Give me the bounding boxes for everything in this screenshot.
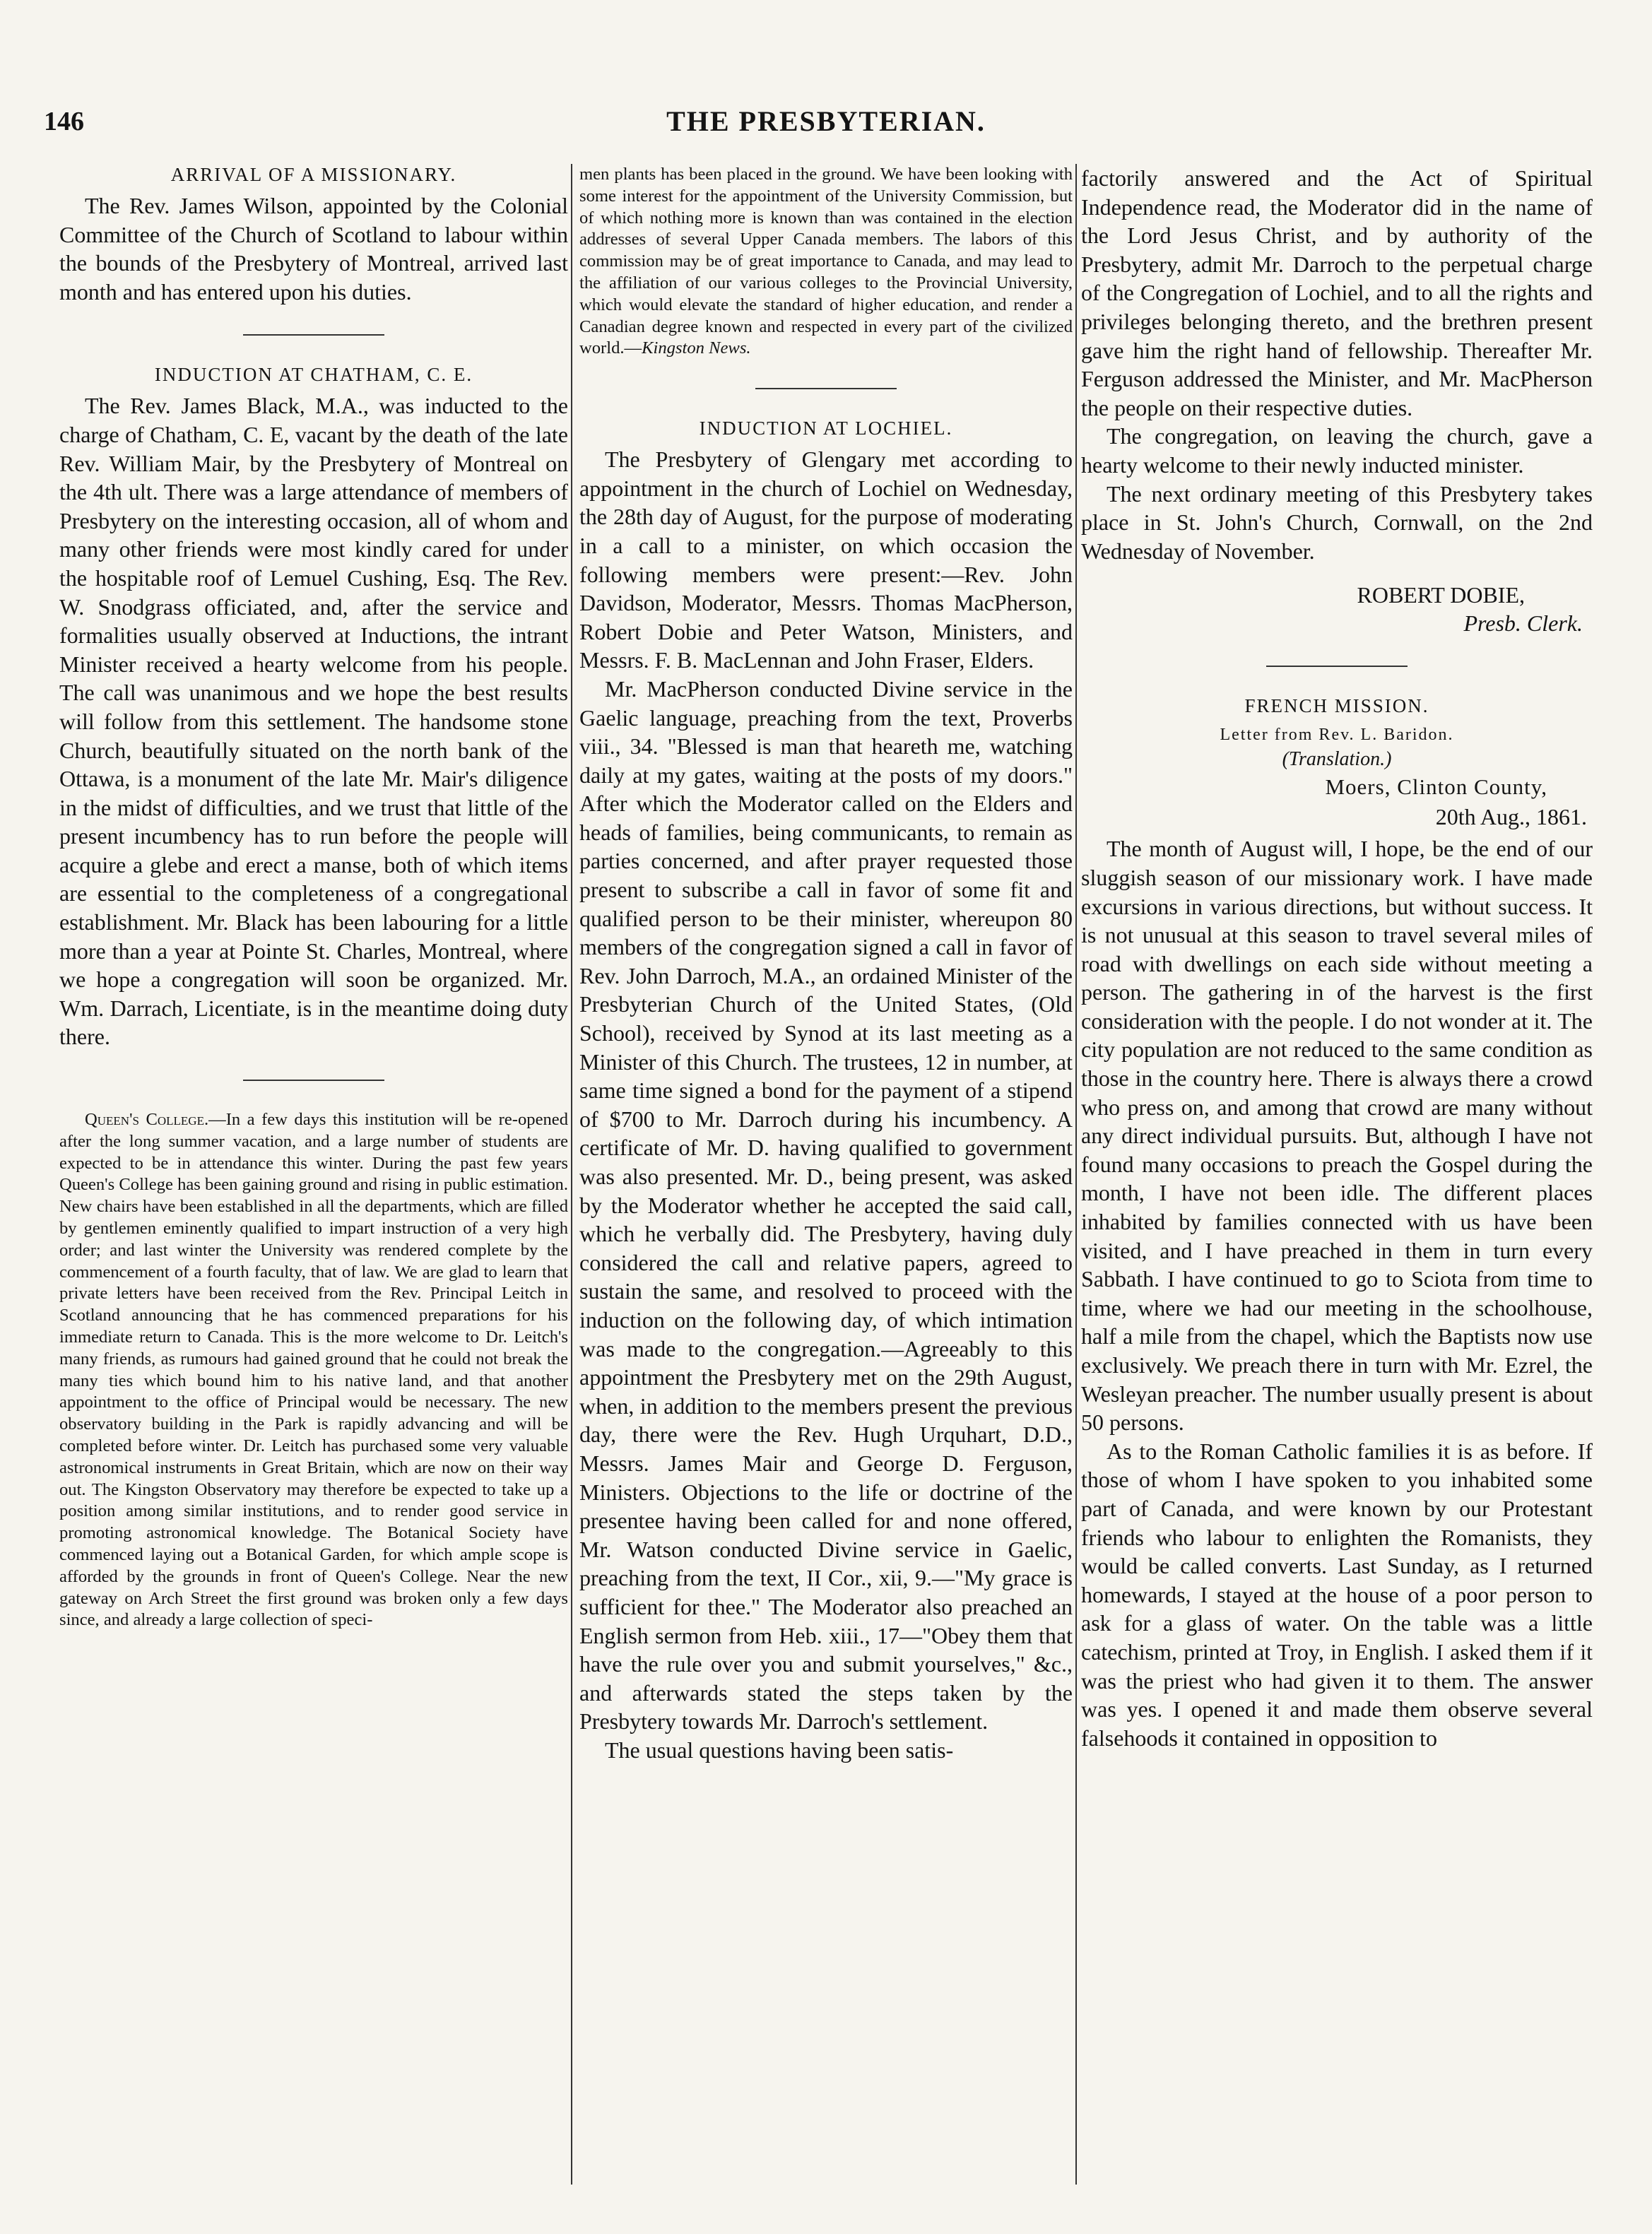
article-heading: ARRIVAL OF A MISSIONARY.: [170, 164, 457, 185]
article-paragraph: The Presbytery of Glengary met according to appointment in the church of Lochiel on Wednesday, the 28th day of August, for the purpose of moderating in a call to a minister, on which occasion the following members were present:—Rev. John Davidson, Moderator, Messrs. Thomas MacPherson, Robert Dobie and Peter Watson, Ministers, and Messrs. F. B. MacLennan and John Fraser, Elders.: [579, 447, 1073, 673]
article-text: [59, 1109, 568, 1631]
column-rule: [571, 164, 572, 2185]
section-divider: [243, 1080, 384, 1081]
letter-subheading: Letter from Rev. L. Baridon.: [1220, 726, 1454, 745]
column-2: [579, 164, 1073, 2190]
article-paragraph: Mr. MacPherson conducted Divine service in the Gaelic language, preaching from the text, Proverbs viii., 34. "Blessed is man that heareth me, watching daily at my gates, waiting at the posts of my doors." After which the Moderator called on the Elders and heads of families, being communicants, to remain as parties concerned, and after prayer requested those present to subscribe a call in favor of some fit and qualified person to be their minister, whereupon 80 members of the congregation signed a call in favor of Rev. John Darroch, M.A., an ordained Minister of the Presbyterian Church of the United States, (Old School), received by Synod at its last meeting as a Minister of this Church. The trustees, 12 in number, at same time signed a bond for the payment of a stipend of $700 to Mr. Darroch during his incumbency. A certificate of Mr. D. having qualified to government was also presented. Mr. D., being present, was asked by the Moderator whether he accepted the said call, which he verbally did. The Presbytery, having duly considered the call and relative papers, agreed to sustain the same, and resolved to proceed with the induction on the following day, of which intimation was made to the congregation.—Agreeably to this appointment the Presbytery met on the 29th August, when, in addition to the members present the previous day, there were the Rev. Hugh Urquhart, D.D., Messrs. James Mair and George D. Ferguson, Ministers. Objections to the life or doctrine of the presentee having been called for and none offered, Mr. Watson conducted Divine service in Gaelic, preaching from the text, II Cor., xii, 9.—"My grace is sufficient for thee." The Moderator also preached an English sermon from Heb. xiii., 17—"Obey them that have the rule over you and submit yourselves," &c., and afterwards stated the steps taken by the Presbytery towards Mr. Darroch's settlement.: [579, 675, 1073, 1734]
article-paragraph: As to the Roman Catholic families it is as before. If those of whom I have spoken to you inhabited some part of Canada, and were known by our Protestant friends who labour to enlighten the Romanists, they would be called converts. Last Sunday, as I returned homewards, I stayed at the house of a poor person to ask for a glass of water. On the table was a little catechism, printed at Troy, in English. I asked them if it was the priest who had given it to them. The answer was yes. I opened it and made them observe several falsehoods it contained in opposition to: [1081, 1438, 1593, 1751]
column-1: [59, 164, 568, 2190]
signature-name: ROBERT DOBIE,: [1357, 582, 1525, 608]
article-heading: INDUCTION AT LOCHIEL.: [699, 418, 953, 439]
article-lead: Queen's College.: [85, 1110, 209, 1130]
article-heading: INDUCTION AT CHATHAM, C. E.: [154, 364, 473, 386]
article-paragraph: The usual questions having been satis-: [605, 1737, 954, 1763]
publication-title: THE PRESBYTERIAN.: [666, 105, 986, 137]
column-3: [1081, 164, 1593, 2190]
page-number: 146: [44, 107, 84, 136]
article-body: —In a few days this institution will be re-opened after the long summer vacation, and a large number of students are expected to be in attendance this winter. During the past few years Queen's College has been gaining ground and rising in public estimation. New chairs have been established in all the departments, which are filled by gentlemen eminently qualified to impart instruction of a very high order; and last winter the University was rendered complete by the commencement of a fourth faculty, that of law. We are glad to learn that private letters have been received from the Rev. Principal Leitch in Scotland announcing that he has commenced preparations for his immediate return to Canada. This is the more welcome to Dr. Leitch's many friends, as rumours had gained ground that he could not break the many ties which bound him to his native land, and that another appointment to the office of Principal would be necessary. The new observatory building in the Park is rapidly advancing and will be completed before winter. Dr. Leitch has purchased some very valuable astronomical instruments in Great Britain, which are now on their way out. The Kingston Observatory may therefore be expected to take up a position among similar institutions, and to render good service in promoting astronomical knowledge. The Botanical Society have commenced laying out a Botanical Garden, for which ample scope is afforded by the grounds in front of Queen's College. Near the new gateway on Arch Street the first ground was broken only a few days since, and already a large collection of speci-: [59, 1110, 568, 1630]
letter-date: 20th Aug., 1861.: [1435, 804, 1587, 830]
article-queens-college-continued: [579, 164, 1073, 360]
article-source: Kingston News.: [642, 338, 751, 358]
section-divider: [1266, 666, 1408, 667]
article-queens-college: [59, 1109, 568, 1631]
article-lochiel-continued: [1081, 164, 1593, 637]
section-divider: [243, 334, 384, 336]
article-french-mission: [1081, 695, 1593, 1752]
article-paragraph: The month of August will, I hope, be the end of our sluggish season of our missionary work. I have made excursions in various directions, but without success. It is not unusual at this season to travel several miles of road with dwellings on each side without meeting a person. The gathering in of the harvest is the first consideration with the people. I do not wonder at it. The city population are not reduced to the same condition as those in the country here. There is always there a crowd who press on, and among that crowd are many without any direct individual pursuits. But, although I have not found many occasions to preach the Gospel during the month, I have not been idle. The different places inhabited by families connected with us have been visited, and I have preached in them in turn every Sabbath. I have continued to go to Sciota from time to time, where we had our meeting in the schoolhouse, half a mile from the chapel, which the Baptists now use exclusively. We preach there in turn with Mr. Ezrel, the Wesleyan preacher. The number usually present is about 50 persons.: [1081, 836, 1593, 1436]
section-divider: [755, 388, 897, 389]
letter-place: Moers, Clinton County,: [1325, 774, 1547, 800]
article-paragraph: The next ordinary meeting of this Presbytery takes place in St. John's Church, Cornwall, on the 2nd Wednesday of November.: [1081, 480, 1593, 564]
article-arrival: [59, 164, 568, 306]
article-text: The Rev. James Black, M.A., was inducted to the charge of Chatham, C. E, vacant by the death of the late Rev. William Mair, by the Presbytery of Montreal on the 4th ult. There was a large attendance of members of Presbytery on the interesting occasion, all of whom and many other friends were most kindly cared for under the hospitable roof of Lemuel Cushing, Esq. The Rev. W. Snodgrass officiated, and, after the service and formalities usually observed at Inductions, the intrant Minister received a hearty welcome from his people. The call was unanimous and we hope the best results will follow from this settlement. The handsome stone Church, beautifully situated on the north bank of the Ottawa, is a monument of the late Mr. Mair's diligence in the midst of difficulties, and we trust that little of the present incumbency has to run before the people will acquire a glebe and erect a manse, both of which items are essential to the completeness of a congregational establishment. Mr. Black has been labouring for a little more than a year at Pointe St. Charles, Montreal, where we hope a congregation will soon be organized. Mr. Wm. Darrach, Licentiate, is in the meantime doing duty there.: [59, 393, 568, 1050]
article-paragraph: factorily answered and the Act of Spiritual Independence read, the Moderator did in the name of the Lord Jesus Christ, and by authority of the Presbytery, admit Mr. Darroch to the perpetual charge of the Congregation of Lochiel, and to all the rights and privileges belonging thereto, and the brethren present gave him the right hand of fellowship. Thereafter Mr. Ferguson addressed the Minister, and Mr. MacPherson the people on their respective duties.: [1081, 165, 1593, 420]
column-rule: [1075, 164, 1077, 2185]
article-body: men plants has been placed in the ground. We have been looking with some interest for the appointment of the University Commission, but of which nothing more is known than was contained in the election addresses of several Upper Canada members. The labors of this commission may be of great importance to Canada, and may lead to the affiliation of our various colleges to the Provincial University, which would elevate the standard of higher education, and render a Canadian degree known and respected in every part of the civilized world.—: [579, 165, 1073, 358]
article-paragraph: The congregation, on leaving the church, gave a hearty welcome to their newly inducted minister.: [1081, 423, 1593, 478]
translation-note: (Translation.): [1282, 748, 1392, 771]
signature-role: Presb. Clerk.: [1463, 610, 1583, 637]
article-chatham: [59, 364, 568, 1051]
article-lochiel: [579, 418, 1073, 1764]
article-text: [579, 164, 1073, 360]
article-text: The Rev. James Wilson, appointed by the Colonial Committee of the Church of Scotland to labour within the bounds of the Presbytery of Montreal, arrived last month and has entered upon his duties.: [59, 193, 568, 305]
article-heading: FRENCH MISSION.: [1244, 695, 1429, 717]
